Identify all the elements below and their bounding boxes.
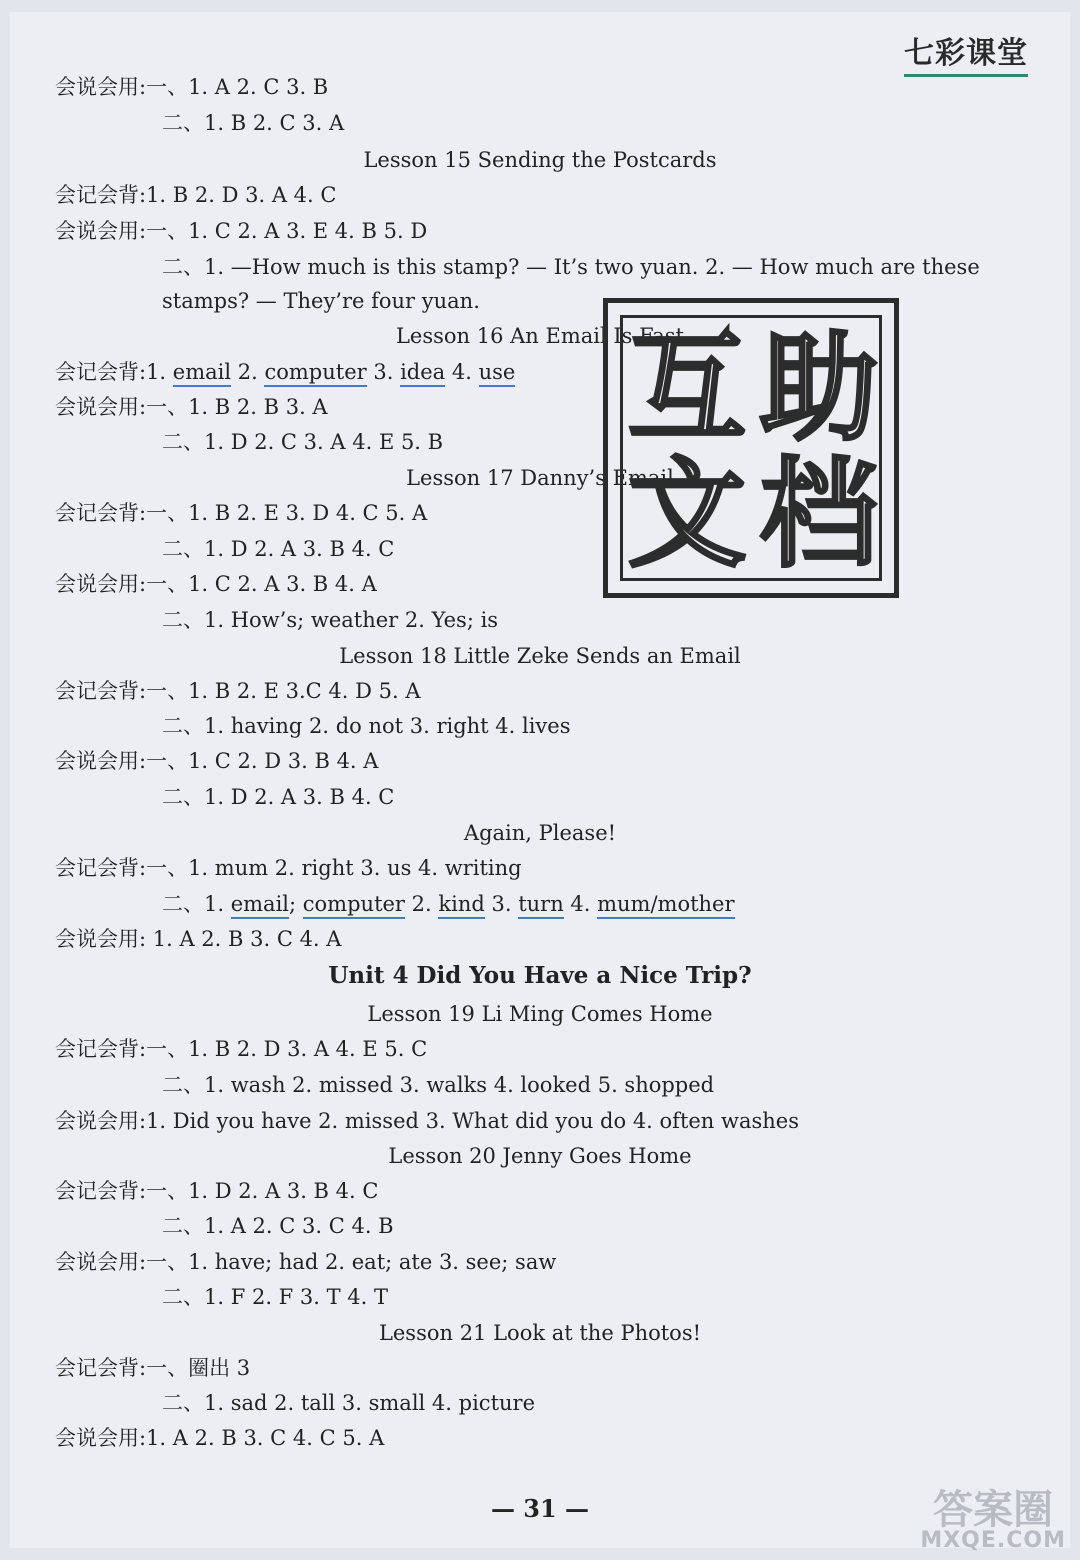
answer-line: 二、1. How’s; weather 2. Yes; is <box>162 608 499 632</box>
answer-line: 会记会背:一、圈出 3 <box>55 1356 251 1380</box>
answer-line: 二、1. A 2. C 3. C 4. B <box>162 1214 394 1238</box>
underlined-word: email <box>231 892 289 919</box>
answer-line: 会记会背:一、1. mum 2. right 3. us 4. writing <box>55 856 522 880</box>
answer-line: 会说会用:一、1. C 2. A 3. B 4. A <box>55 572 377 596</box>
stamp-char: 文 <box>627 445 746 583</box>
answer-text: 4. <box>445 360 479 384</box>
answer-line: 会说会用:一、1. C 2. D 3. B 4. A <box>55 749 379 773</box>
lesson-title: Lesson 18 Little Zeke Sends an Email <box>339 644 741 668</box>
underlined-word: use <box>479 360 516 387</box>
watermark-logo: 答案圈 <box>933 1487 1054 1533</box>
answer-line: 会说会用:1. Did you have 2. missed 3. What did you do 4. often washes <box>55 1109 800 1133</box>
answer-line: 二、1. sad 2. tall 3. small 4. picture <box>162 1391 535 1415</box>
lesson-title: Lesson 16 An Email Is Fast <box>395 324 685 348</box>
answer-text: 会记会背:1. <box>55 360 173 384</box>
page-number: — 31 — <box>490 1494 590 1523</box>
lesson-title: Lesson 19 Li Ming Comes Home <box>367 1002 713 1026</box>
underlined-word: turn <box>518 892 564 919</box>
answer-line: 会说会用:一、1. C 2. A 3. E 4. B 5. D <box>55 219 428 243</box>
answer-line: 会记会背:1. B 2. D 3. A 4. C <box>55 183 337 207</box>
answer-line: 二、1. D 2. A 3. B 4. C <box>162 537 395 561</box>
answer-line: 会说会用: 1. A 2. B 3. C 4. A <box>55 927 342 951</box>
answer-line: 会说会用:1. A 2. B 3. C 4. C 5. A <box>55 1426 385 1450</box>
answer-line: 会记会背:一、1. B 2. E 3.C 4. D 5. A <box>55 679 421 703</box>
answer-text: 2. <box>404 892 439 916</box>
stamp-char: 档 <box>759 445 878 583</box>
answer-line: stamps? — They’re four yuan. <box>162 289 480 313</box>
stamp-watermark <box>603 298 899 598</box>
answer-line: 会说会用:一、1. B 2. B 3. A <box>55 395 328 419</box>
answer-text: 3. <box>366 360 401 384</box>
lesson-title: Lesson 21 Look at the Photos! <box>378 1321 702 1345</box>
answer-line: 会记会背:一、1. B 2. E 3. D 4. C 5. A <box>55 501 428 525</box>
answer-text: ; <box>289 892 303 916</box>
answer-line: 二、1. having 2. do not 3. right 4. lives <box>162 714 571 738</box>
answer-line: 二、1. B 2. C 3. A <box>162 111 345 135</box>
brand-logo: 七彩课堂 <box>904 28 1028 77</box>
answer-line: 二、1. —How much is this stamp? — It’s two yuan. 2. — How much are these <box>162 255 980 279</box>
answer-line: 二、1. D 2. A 3. B 4. C <box>162 785 395 809</box>
underlined-word: computer <box>303 892 405 919</box>
underlined-word: mum/mother <box>597 892 734 919</box>
underlined-word: idea <box>400 360 445 387</box>
lesson-title: Lesson 17 Danny’s Email <box>406 466 674 490</box>
answer-line: 会记会背:一、1. B 2. D 3. A 4. E 5. C <box>55 1037 428 1061</box>
answer-line <box>55 357 515 387</box>
answer-line: 会说会用:一、1. A 2. C 3. B <box>55 75 329 99</box>
lesson-title: Lesson 20 Jenny Goes Home <box>388 1144 692 1168</box>
answer-text: 二、1. <box>162 892 231 916</box>
site-watermark <box>920 1487 1066 1553</box>
underlined-word: computer <box>264 360 366 387</box>
answer-text: 2. <box>231 360 265 384</box>
answer-text: 3. <box>484 892 519 916</box>
answer-line: 二、1. wash 2. missed 3. walks 4. looked 5. shopped <box>162 1073 715 1097</box>
unit-title: Unit 4 Did You Have a Nice Trip? <box>328 962 752 989</box>
answer-line: 二、1. D 2. C 3. A 4. E 5. B <box>162 430 444 454</box>
watermark-url: MXQE.COM <box>920 1528 1066 1553</box>
underlined-word: email <box>173 360 231 387</box>
answer-line: 二、1. F 2. F 3. T 4. T <box>162 1285 389 1309</box>
answer-line <box>162 889 735 919</box>
answer-text: 4. <box>563 892 598 916</box>
stamp-char: 互 <box>627 319 746 457</box>
lesson-title: Lesson 15 Sending the Postcards <box>363 148 717 172</box>
lesson-title: Again, Please! <box>463 821 617 845</box>
answer-line: 会记会背:一、1. D 2. A 3. B 4. C <box>55 1179 379 1203</box>
underlined-word: kind <box>438 892 484 919</box>
answer-line: 会说会用:一、1. have; had 2. eat; ate 3. see; saw <box>55 1250 557 1274</box>
stamp-char: 助 <box>759 319 878 457</box>
